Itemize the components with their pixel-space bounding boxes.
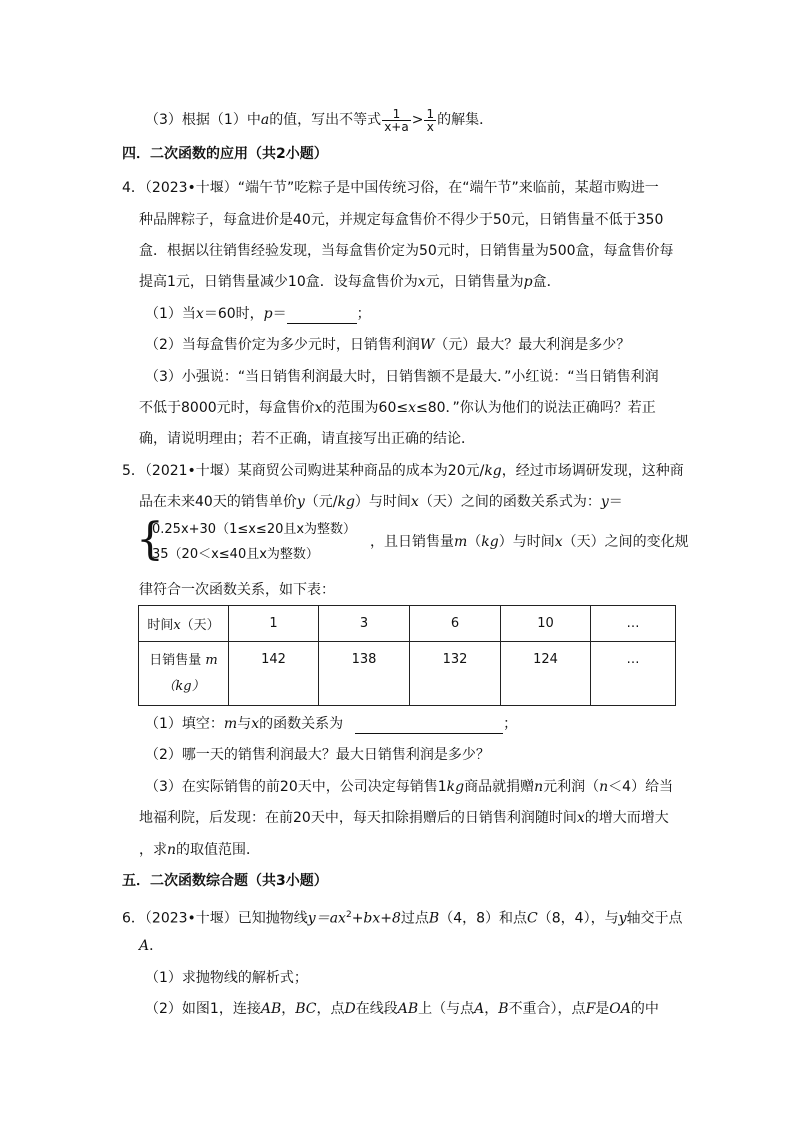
p4-sub-2: （2）当每盒售价定为多少元时，日销售利润W（元）最大？最大利润是多少？ <box>145 337 631 353</box>
p4-sub-3-line-2: 不低于8000元时，每盒售价x的范围为60≤x≤80．”你认为他们的说法正确吗？若正 <box>139 400 656 416</box>
table-cell: 1 <box>229 606 319 642</box>
p5-line-2: 品在未来40天的销售单价y（元/kg）与时间x（天）之间的函数关系式为：y＝ <box>139 494 623 510</box>
fraction-1-over-x-plus-a: $\frac{1}{x+a}$ <box>384 106 409 134</box>
p4-line-3: 盒．根据以往销售经验发现，当每盒售价定为50元时，日销售量为500盒，每盒售价每 <box>139 243 674 259</box>
p4-sub-1: （1）当x＝60时，p＝ ； <box>145 306 371 322</box>
p6-line-1: 6．（2023•十堰）已知抛物线$y=ax^2+bx+8$过点B（4，8）和点C（8，4），与y轴交于点 <box>122 910 683 927</box>
answer-blank[interactable] <box>355 717 503 734</box>
prev-question-3: （3）根据（1）中a的值，写出不等式 $\frac{1}{x+a}$ > $\frac{1}{x}$ 的解集． <box>145 106 494 134</box>
p4-sub-3-line-1: （3）小强说：“当日销售利润最大时，日销售额不是最大．”小红说：“当日销售利润 <box>145 369 659 385</box>
p5-sub-2: （2）哪一天的销售利润最大？最大日销售利润是多少？ <box>145 747 490 763</box>
p4-line-4: 提高1元，日销售量减少10盒．设每盒售价为x元，日销售量为p盒． <box>139 274 561 290</box>
table-cell: 124 <box>501 642 591 706</box>
p5-sub-3-line-3: ，求n的取值范围． <box>139 842 261 858</box>
p5-sub-1: （1）填空：m与x的函数关系为 ； <box>145 716 518 732</box>
p4-line-1: 4．（2023•十堰）“端午节”吃粽子是中国传统习俗，在“端午节”来临前，某超市购进一 <box>122 180 659 196</box>
answer-blank[interactable] <box>287 307 357 324</box>
table-row-sales <box>139 642 676 706</box>
section-heading-5: 五．二次函数综合题（共3小题） <box>122 873 328 889</box>
table-row-time <box>139 606 676 642</box>
piecewise-brace: { <box>136 514 164 565</box>
p5-line-1: 5．（2021•十堰）某商贸公司购进某种商品的成本为20元/kg，经过市场调研发现，这种商 <box>122 463 684 479</box>
piecewise-case-1: 0.25x+30（1≤x≤20且x为整数） <box>152 522 357 537</box>
table-cell: 10 <box>501 606 591 642</box>
table-cell: 6 <box>410 606 501 642</box>
p6-sub-1: （1）求抛物线的解析式； <box>145 970 308 986</box>
p5-sub-3-line-2: 地福利院，后发现：在前20天中，每天扣除捐赠后的日销售利润随时间x的增大而增大 <box>139 810 669 826</box>
p5-line-4: 律符合一次函数关系，如下表： <box>139 582 335 598</box>
table-cell: … <box>591 606 676 642</box>
sales-table <box>138 605 676 706</box>
table-cell: … <box>591 642 676 706</box>
table-cell: 3 <box>319 606 410 642</box>
table-cell: 142 <box>229 642 319 706</box>
p4-sub-3-line-3: 确，请说明理由；若不正确，请直接写出正确的结论． <box>139 431 475 447</box>
section-heading-4: 四．二次函数的应用（共2小题） <box>122 146 328 162</box>
fraction-1-over-x: $\frac{1}{x}$ <box>426 106 435 134</box>
table-header-time: 时间x（天） <box>139 606 229 642</box>
piecewise-case-2: 35（20＜x≤40且x为整数） <box>152 547 319 562</box>
table-cell: 138 <box>319 642 410 706</box>
p5-line-3-rest: ，且日销售量m（kg）与时间x（天）之间的变化规 <box>370 534 689 550</box>
p5-sub-3-line-1: （3）在实际销售的前20天中，公司决定每销售1kg商品就捐赠n元利润（n＜4）给当 <box>145 779 674 795</box>
p6-line-2: A． <box>139 938 164 954</box>
table-header-sales: 日销售量 m （kg） <box>139 642 229 706</box>
p6-sub-2: （2）如图1，连接AB，BC，点D在线段AB上（与点A，B不重合），点F是OA的中 <box>145 1001 659 1017</box>
p4-line-2: 种品牌粽子，每盒进价是40元，并规定每盒售价不得少于50元，日销售量不低于350 <box>139 212 664 228</box>
table-cell: 132 <box>410 642 501 706</box>
